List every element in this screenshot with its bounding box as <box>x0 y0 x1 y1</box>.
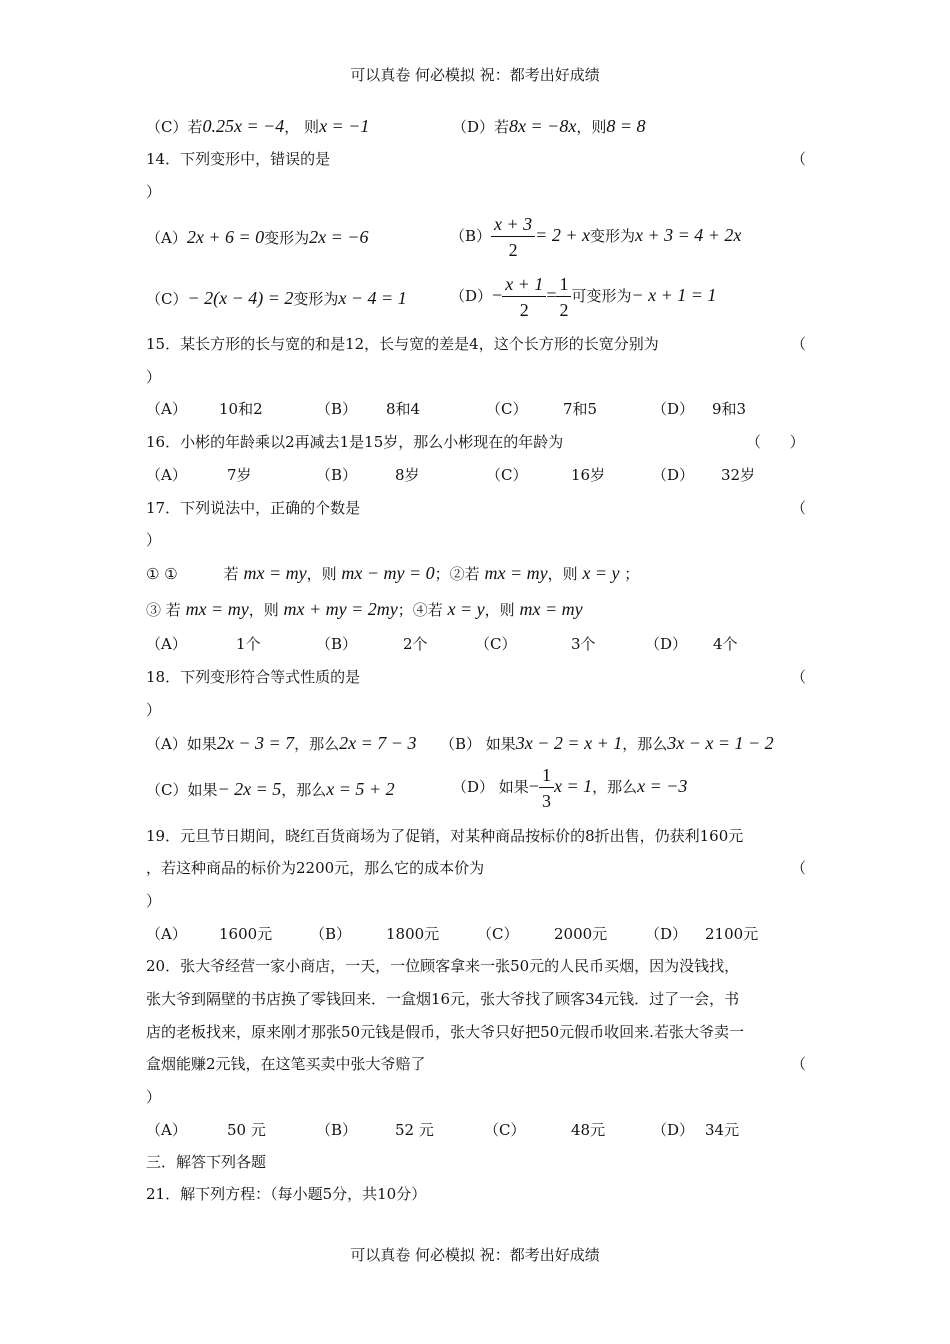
q18-paren-close: ） <box>146 701 162 719</box>
q17-paren-open: （ <box>790 499 806 517</box>
q14-d-numerator2: 1 <box>556 275 571 297</box>
q17-l1-mid: ；②若 <box>434 565 480 583</box>
q14-b-fraction <box>491 215 535 259</box>
q17-d-text: 4个 <box>713 635 738 653</box>
q20-line2: 张大爷到隔壁的书店换了零钱回来．一盒烟16元，张大爷找了顾客34元钱．过了一会，书 <box>146 990 740 1008</box>
q17-b-label: （B） <box>316 635 358 653</box>
q18-a-mid: ，那么 <box>294 735 340 753</box>
q17-l2-m2: mx + my = 2my <box>283 599 398 619</box>
q14-stem: 14．下列变形中，错误的是 <box>146 150 331 168</box>
q17-paren-close: ） <box>146 531 162 549</box>
q14-option-b <box>450 215 741 259</box>
q13-d-math1: 8x = −8x <box>509 116 577 136</box>
q17-statement-line1 <box>146 564 639 582</box>
q13-option-c <box>146 117 369 135</box>
q17-l2-m4: mx = my <box>519 599 583 619</box>
q17-l2-mid: ；④若 <box>397 601 443 619</box>
q20-paren-open: （ <box>790 1055 806 1073</box>
q14-b-label: （B） <box>450 227 492 245</box>
q20-line4: 盒烟能赚2元钱，在这笔买卖中张大爷赔了 <box>146 1055 426 1073</box>
q14-option-a <box>146 228 368 246</box>
q19-paren-close: ） <box>146 892 162 910</box>
q18-a-m2: 2x = 7 − 3 <box>339 733 417 753</box>
q15-c-label: （C） <box>486 400 528 418</box>
q20-line1: 20．张大爷经营一家小商店，一天，一位顾客拿来一张50元的人民币买烟，因为没钱找， <box>146 957 740 975</box>
q14-c-label: （C） <box>146 290 188 308</box>
q14-b-mid: 变形为 <box>589 227 635 245</box>
q15-d-label: （D） <box>652 400 695 418</box>
q15-stem: 15．某长方形的长与宽的和是12，长与宽的差是4，这个长方形的长宽分别为 <box>146 335 659 353</box>
q14-b-denominator: 2 <box>508 240 518 260</box>
q17-l1-if: 若 <box>223 565 239 583</box>
q17-c-label: （C） <box>475 635 517 653</box>
q18-option-d <box>452 766 687 810</box>
q14-d-denominator2: 2 <box>559 300 569 320</box>
q18-b-label: （B） 如果 <box>440 735 516 753</box>
q19-paren-open: （ <box>790 859 806 877</box>
q16-b-text: 8岁 <box>395 466 420 484</box>
q17-a-text: 1个 <box>236 635 261 653</box>
q14-a-math1: 2x + 6 = 0 <box>186 227 265 247</box>
q16-c-label: （C） <box>486 466 528 484</box>
q17-d-label: （D） <box>645 635 688 653</box>
q18-d-label: （D） 如果 <box>452 778 529 796</box>
q15-a-label: （A） <box>146 400 187 418</box>
q18-b-m1: 3x − 2 = x + 1 <box>515 733 623 753</box>
q17-l1-then2: ，则 <box>547 565 578 583</box>
q17-l1-mark: ① ① <box>146 565 178 583</box>
q17-l1-m1: mx = my <box>243 563 307 583</box>
q14-c-mid: 变形为 <box>293 290 339 308</box>
q18-c-m1: − 2x = 5 <box>217 779 282 799</box>
q13-d-then: ，则 <box>576 118 607 136</box>
q21-stem: 21．解下列方程：（每小题5分，共10分） <box>146 1185 427 1203</box>
q18-stem: 18．下列变形符合等式性质的是 <box>146 668 361 686</box>
q13-c-math2: x = −1 <box>319 116 370 136</box>
q15-a-text: 10和2 <box>219 400 263 418</box>
q13-option-d <box>452 117 645 135</box>
q20-line3: 店的老板找来，原来刚才那张50元钱是假币，张大爷只好把50元假币收回来.若张大爷卖一 <box>146 1023 744 1041</box>
q17-stem: 17．下列说法中，正确的个数是 <box>146 499 361 517</box>
q14-d-numerator: x + 1 <box>502 275 546 297</box>
q15-b-text: 8和4 <box>386 400 421 418</box>
q18-d-mid: ，那么 <box>592 778 638 796</box>
q14-d-equals: = <box>546 285 557 305</box>
q17-l1-m4: x = y <box>582 563 620 583</box>
q17-l2-then: ，则 <box>248 601 279 619</box>
q19-a-label: （A） <box>146 925 187 943</box>
q15-paren-open: （ <box>790 335 806 353</box>
q19-c-text: 2000元 <box>554 925 608 943</box>
q14-option-d <box>450 275 716 319</box>
q20-a-text: 50 元 <box>227 1121 266 1139</box>
q18-d-minus: − <box>528 776 539 796</box>
q17-l2-m1: mx = my <box>185 599 249 619</box>
q17-c-text: 3个 <box>571 635 596 653</box>
q16-d-label: （D） <box>652 466 695 484</box>
q19-d-text: 2100元 <box>705 925 759 943</box>
q18-b-mid: ，那么 <box>622 735 668 753</box>
q18-d-m2: x = −3 <box>637 776 688 796</box>
q14-a-mid: 变形为 <box>264 229 310 247</box>
q14-c-math1: − 2(x − 4) = 2 <box>187 288 294 308</box>
q18-a-m1: 2x − 3 = 7 <box>216 733 295 753</box>
q18-d-numerator: 1 <box>539 766 554 788</box>
q14-a-label: （A） <box>146 229 187 247</box>
q19-b-label: （B） <box>310 925 352 943</box>
q18-option-b <box>440 734 774 752</box>
q18-c-m2: x = 5 + 2 <box>326 779 395 799</box>
q16-stem: 16．小彬的年龄乘以2再减去1是15岁，那么小彬现在的年龄为 <box>146 433 564 451</box>
q14-d-label: （D） <box>450 287 493 305</box>
q14-b-math1: = 2 + x <box>535 225 590 245</box>
q15-c-text: 7和5 <box>563 400 598 418</box>
q15-b-label: （B） <box>316 400 358 418</box>
q14-d-fraction2 <box>556 275 571 319</box>
q14-b-numerator: x + 3 <box>491 215 535 237</box>
q18-c-label: （C）如果 <box>146 781 218 799</box>
q13-c-then: ， 则 <box>284 118 320 136</box>
q14-c-math2: x − 4 = 1 <box>338 288 407 308</box>
q17-l1-m3: mx = my <box>484 563 548 583</box>
q14-d-fraction <box>502 275 546 319</box>
q17-l2-then2: ，则 <box>484 601 515 619</box>
q18-d-denominator: 3 <box>541 791 551 811</box>
q14-a-math2: 2x = −6 <box>309 227 369 247</box>
q18-a-label: （A）如果 <box>146 735 217 753</box>
q20-d-text: 34元 <box>705 1121 740 1139</box>
q19-d-label: （D） <box>645 925 688 943</box>
q16-a-text: 7岁 <box>227 466 252 484</box>
q19-b-text: 1800元 <box>386 925 440 943</box>
q13-c-math1: 0.25x = −4 <box>202 116 285 136</box>
q14-paren-open: （ <box>790 150 806 168</box>
q15-d-text: 9和3 <box>712 400 747 418</box>
section-3-title: 三．解答下列各题 <box>146 1153 267 1171</box>
q20-d-label: （D） <box>652 1121 695 1139</box>
q13-d-label: （D）若 <box>452 118 510 136</box>
q19-line1: 19．元旦节日期间，晓红百货商场为了促销，对某种商品按标价的8折出售，仍获利160元 <box>146 827 744 845</box>
q16-d-text: 32岁 <box>721 466 756 484</box>
q14-d-mid: 可变形为 <box>571 287 632 305</box>
q17-a-label: （A） <box>146 635 187 653</box>
q17-l2-mark: ③ 若 <box>146 601 181 619</box>
q20-c-label: （C） <box>484 1121 526 1139</box>
q14-d-denominator: 2 <box>519 300 529 320</box>
q15-paren-close: ） <box>146 368 162 386</box>
q16-a-label: （A） <box>146 466 187 484</box>
q18-b-m2: 3x − x = 1 − 2 <box>667 733 774 753</box>
page-footer: 可以真卷 何必模拟 祝：都考出好成绩 <box>350 1246 600 1264</box>
q17-l1-end: ； <box>624 565 640 583</box>
q20-paren-close: ） <box>146 1088 162 1106</box>
q18-option-c <box>146 780 395 798</box>
page-header: 可以真卷 何必模拟 祝：都考出好成绩 <box>350 66 600 84</box>
q14-d-math2: − x + 1 = 1 <box>631 285 717 305</box>
q20-b-label: （B） <box>316 1121 358 1139</box>
q18-c-mid: ，那么 <box>281 781 327 799</box>
q18-option-a <box>146 734 416 752</box>
q19-c-label: （C） <box>477 925 519 943</box>
q20-b-text: 52 元 <box>395 1121 434 1139</box>
q20-c-text: 48元 <box>571 1121 606 1139</box>
q16-paren: （ ） <box>746 433 805 451</box>
q19-line2: ，若这种商品的标价为2200元，那么它的成本价为 <box>146 859 485 877</box>
q13-d-math2: 8 = 8 <box>606 116 646 136</box>
q14-d-minus: − <box>492 285 503 305</box>
q14-paren-close: ） <box>146 183 162 201</box>
q16-c-text: 16岁 <box>571 466 606 484</box>
q14-option-c <box>146 289 407 307</box>
q13-c-label: （C）若 <box>146 118 203 136</box>
q16-b-label: （B） <box>316 466 358 484</box>
q18-d-m1: x = 1 <box>553 776 593 796</box>
q17-l1-m2: mx − my = 0 <box>341 563 435 583</box>
q14-b-math2: x + 3 = 4 + 2x <box>634 225 742 245</box>
q18-d-fraction <box>539 766 554 810</box>
q20-a-label: （A） <box>146 1121 187 1139</box>
q17-b-text: 2个 <box>403 635 428 653</box>
q17-l2-m3: x = y <box>447 599 485 619</box>
q17-statement-line2 <box>146 600 583 618</box>
q18-paren-open: （ <box>790 668 806 686</box>
q19-a-text: 1600元 <box>219 925 273 943</box>
q17-l1-then: ，则 <box>306 565 337 583</box>
